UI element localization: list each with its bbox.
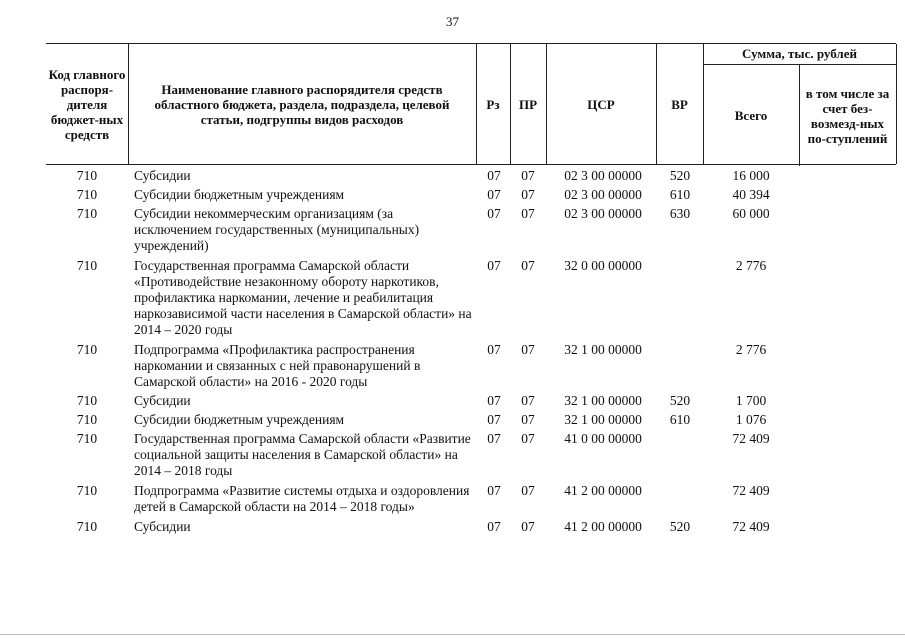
- cell-total: 1 076: [735, 412, 767, 427]
- cell-total: 72 409: [732, 519, 770, 534]
- cell-code: 710: [76, 519, 98, 534]
- cell-pr: 07: [521, 412, 535, 427]
- cell-rz: 07: [487, 206, 501, 221]
- cell-name: Субсидии: [134, 393, 191, 408]
- cell-total: 72 409: [732, 431, 770, 446]
- header-vr: ВР: [671, 96, 688, 112]
- cell-csr: 32 1 00 00000: [564, 412, 642, 427]
- cell-total: 40 394: [732, 187, 770, 202]
- cell-rz: 07: [487, 431, 501, 446]
- header-divider: [128, 44, 129, 164]
- cell-total: 16 000: [732, 168, 770, 183]
- cell-rz: 07: [487, 187, 501, 202]
- cell-csr: 32 1 00 00000: [564, 393, 642, 408]
- header-sum-group: Сумма, тыс. рублей: [703, 44, 896, 65]
- page-bottom-rule: [0, 634, 905, 635]
- cell-pr: 07: [521, 519, 535, 534]
- header-code: Код главного распоря-дителя бюджет-ных средств: [48, 66, 126, 142]
- cell-pr: 07: [521, 342, 535, 357]
- cell-pr: 07: [521, 187, 535, 202]
- table-row: [46, 168, 896, 184]
- cell-csr: 41 0 00 00000: [564, 431, 642, 446]
- page-number: 37: [446, 14, 459, 29]
- cell-csr: 02 3 00 00000: [564, 168, 642, 183]
- cell-pr: 07: [521, 483, 535, 498]
- cell-name: Субсидии некоммерческим организациям (за исключением государственных (муниципальных) учреждений): [134, 206, 420, 253]
- table-row: [46, 483, 896, 515]
- cell-rz: 07: [487, 393, 501, 408]
- header-sum-total: Всего: [734, 108, 768, 123]
- cell-code: 710: [76, 483, 98, 498]
- cell-pr: 07: [521, 431, 535, 446]
- cell-vr: 520: [669, 168, 691, 183]
- table-row: [46, 342, 896, 390]
- cell-code: 710: [76, 168, 98, 183]
- cell-name: Государственная программа Самарской области «Противодействие незаконному обороту наркотиков, профилактика наркомании, лечение и реабилитация наркозависимой части населения в Самарской области» на 2014 – 2020 годы: [134, 258, 472, 337]
- cell-csr: 02 3 00 00000: [564, 187, 642, 202]
- cell-name: Субсидии: [134, 519, 191, 534]
- cell-vr: 520: [669, 393, 691, 408]
- cell-total: 2 776: [735, 342, 767, 357]
- cell-csr: 41 2 00 00000: [564, 519, 642, 534]
- cell-name: Государственная программа Самарской области «Развитие социальной защиты населения в Самарской области» на 2014 – 2018 годы: [134, 431, 471, 478]
- cell-code: 710: [76, 393, 98, 408]
- cell-vr: 610: [669, 412, 691, 427]
- cell-rz: 07: [487, 519, 501, 534]
- cell-name: Подпрограмма «Развитие системы отдыха и оздоровления детей в Самарской области на 2014 – 2018 годы»: [134, 483, 470, 514]
- cell-pr: 07: [521, 168, 535, 183]
- header-csr: ЦСР: [587, 96, 615, 112]
- cell-csr: 32 1 00 00000: [564, 342, 642, 357]
- table-row: [46, 206, 896, 254]
- cell-total: 2 776: [735, 258, 767, 273]
- cell-name: Субсидии бюджетным учреждениям: [134, 412, 345, 427]
- cell-csr: 02 3 00 00000: [564, 206, 642, 221]
- table-row: [46, 393, 896, 409]
- cell-code: 710: [76, 431, 98, 446]
- cell-code: 710: [76, 412, 98, 427]
- cell-name: Субсидии: [134, 168, 191, 183]
- cell-rz: 07: [487, 342, 501, 357]
- table-row: [46, 258, 896, 338]
- cell-rz: 07: [487, 483, 501, 498]
- header-sum-free: в том числе за счет без-возмезд-ных по-ступлений: [805, 85, 890, 146]
- table-body: [46, 168, 896, 535]
- cell-rz: 07: [487, 258, 501, 273]
- header-divider: [896, 44, 897, 164]
- cell-rz: 07: [487, 412, 501, 427]
- cell-total: 60 000: [732, 206, 770, 221]
- cell-pr: 07: [521, 206, 535, 221]
- cell-code: 710: [76, 206, 98, 221]
- table-row: [46, 412, 896, 428]
- header-name: Наименование главного распорядителя средств областного бюджета, раздела, подраздела, целевой статьи, подгруппы видов расходов: [154, 81, 450, 127]
- table-header: [46, 43, 896, 165]
- table-row: [46, 431, 896, 479]
- cell-code: 710: [76, 187, 98, 202]
- header-pr: ПР: [518, 96, 538, 112]
- cell-rz: 07: [487, 168, 501, 183]
- cell-vr: 630: [669, 206, 691, 221]
- cell-csr: 41 2 00 00000: [564, 483, 642, 498]
- cell-csr: 32 0 00 00000: [564, 258, 642, 273]
- cell-code: 710: [76, 342, 98, 357]
- cell-name: Подпрограмма «Профилактика распространения наркомании и связанных с ней правонарушений в Самарской области» на 2016 - 2020 годы: [134, 342, 421, 389]
- cell-total: 1 700: [735, 393, 767, 408]
- cell-code: 710: [76, 258, 98, 273]
- cell-pr: 07: [521, 393, 535, 408]
- table-row: [46, 187, 896, 203]
- cell-name: Субсидии бюджетным учреждениям: [134, 187, 345, 202]
- cell-vr: 610: [669, 187, 691, 202]
- header-rz: Рз: [486, 96, 500, 112]
- table-row: [46, 519, 896, 535]
- cell-pr: 07: [521, 258, 535, 273]
- cell-total: 72 409: [732, 483, 770, 498]
- cell-vr: 520: [669, 519, 691, 534]
